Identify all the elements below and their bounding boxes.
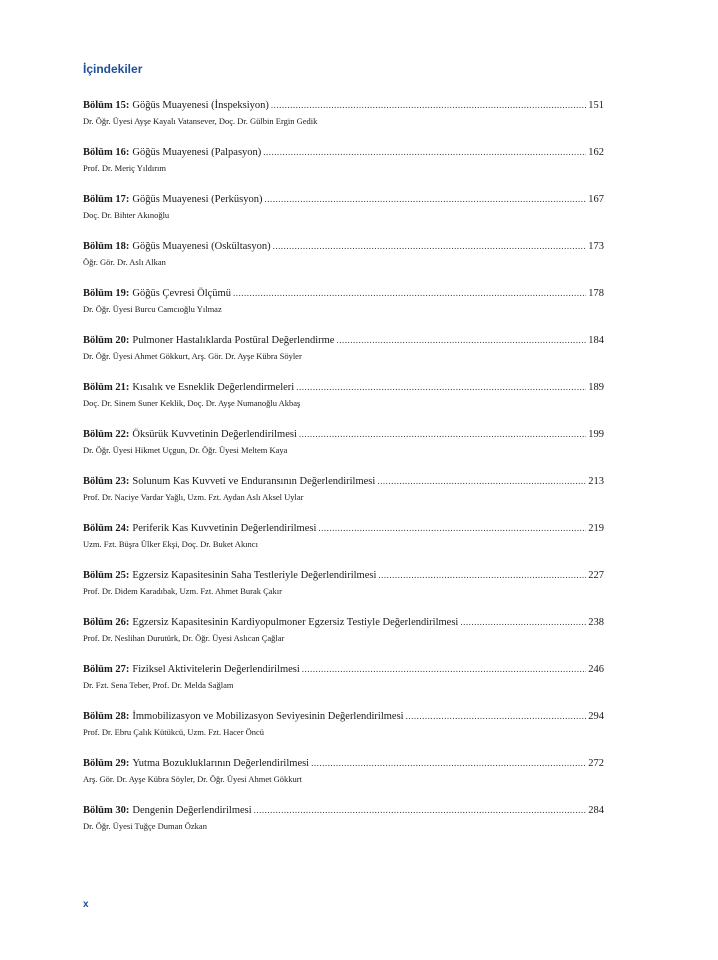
toc-title-line bbox=[83, 145, 604, 160]
chapter-label: Bölüm 18: bbox=[83, 241, 130, 252]
chapter-title: İmmobilizasyon ve Mobilizasyon Seviyesinin Değerlendirilmesi bbox=[132, 711, 404, 722]
chapter-page-number: 227 bbox=[588, 570, 604, 581]
chapter-title: Fiziksel Aktivitelerin Değerlendirilmesi bbox=[132, 664, 300, 675]
chapter-authors: Prof. Dr. Neslihan Durutürk, Dr. Öğr. Üyesi Aslıcan Çağlar bbox=[83, 633, 285, 643]
dot-leader bbox=[302, 662, 586, 676]
chapter-label: Bölüm 25: bbox=[83, 570, 130, 581]
chapter-authors: Dr. Fzt. Sena Teber, Prof. Dr. Melda Sağlam bbox=[83, 680, 234, 690]
chapter-title: Solunum Kas Kuvveti ve Enduransının Değerlendirilmesi bbox=[132, 476, 376, 487]
chapter-page-number: 199 bbox=[588, 429, 604, 440]
chapter-label: Bölüm 29: bbox=[83, 758, 130, 769]
chapter-page-number: 213 bbox=[588, 476, 604, 487]
dot-leader bbox=[264, 192, 586, 206]
chapter-label: Bölüm 26: bbox=[83, 617, 130, 628]
chapter-label: Bölüm 30: bbox=[83, 805, 130, 816]
toc-title-line bbox=[83, 98, 604, 113]
chapter-page-number: 219 bbox=[588, 523, 604, 534]
chapter-authors: Dr. Öğr. Üyesi Ahmet Gökkurt, Arş. Gör. Dr. Ayşe Kübra Söyler bbox=[83, 351, 302, 361]
chapter-title: Yutma Bozukluklarının Değerlendirilmesi bbox=[132, 758, 310, 769]
dot-leader bbox=[460, 615, 586, 629]
dot-leader bbox=[311, 756, 586, 770]
chapter-page-number: 294 bbox=[588, 711, 604, 722]
dot-leader bbox=[296, 380, 586, 394]
toc-entry-15[interactable] bbox=[83, 98, 604, 145]
chapter-authors: Prof. Dr. Didem Karadıbak, Uzm. Fzt. Ahmet Burak Çakır bbox=[83, 586, 283, 596]
toc-entry-18[interactable] bbox=[83, 239, 604, 286]
footer-page-number: x bbox=[83, 899, 89, 910]
chapter-label: Bölüm 23: bbox=[83, 476, 130, 487]
dot-leader bbox=[336, 333, 586, 347]
chapter-title: Egzersiz Kapasitesinin Kardiyopulmoner Egzersiz Testiyle Değerlendirilmesi bbox=[132, 617, 459, 628]
toc-title-line bbox=[83, 239, 604, 254]
dot-leader bbox=[263, 145, 586, 159]
dot-leader bbox=[299, 427, 586, 441]
dot-leader bbox=[378, 568, 586, 582]
chapter-authors: Doç. Dr. Sinem Suner Keklik, Doç. Dr. Ayşe Numanoğlu Akbaş bbox=[83, 398, 301, 408]
chapter-label: Bölüm 28: bbox=[83, 711, 130, 722]
dot-leader bbox=[271, 98, 586, 112]
chapter-label: Bölüm 15: bbox=[83, 100, 130, 111]
chapter-authors: Arş. Gör. Dr. Ayşe Kübra Söyler, Dr. Öğr. Üyesi Ahmet Gökkurt bbox=[83, 774, 302, 784]
chapter-title: Dengenin Değerlendirilmesi bbox=[132, 805, 252, 816]
chapter-page-number: 184 bbox=[588, 335, 604, 346]
chapter-label: Bölüm 20: bbox=[83, 335, 130, 346]
dot-leader bbox=[406, 709, 587, 723]
chapter-page-number: 284 bbox=[588, 805, 604, 816]
chapter-authors: Dr. Öğr. Üyesi Hikmet Uçgun, Dr. Öğr. Üyesi Meltem Kaya bbox=[83, 445, 288, 455]
page-title: İçindekiler bbox=[83, 62, 143, 76]
chapter-title: Egzersiz Kapasitesinin Saha Testleriyle Değerlendirilmesi bbox=[132, 570, 377, 581]
chapter-page-number: 246 bbox=[588, 664, 604, 675]
chapter-title: Göğüs Muayenesi (Oskültasyon) bbox=[132, 241, 271, 252]
toc-entry-28[interactable] bbox=[83, 709, 604, 756]
chapter-label: Bölüm 16: bbox=[83, 147, 130, 158]
chapter-label: Bölüm 24: bbox=[83, 523, 130, 534]
toc-entry-30[interactable] bbox=[83, 803, 604, 850]
chapter-page-number: 272 bbox=[588, 758, 604, 769]
toc-entry-25[interactable] bbox=[83, 568, 604, 615]
toc-entry-17[interactable] bbox=[83, 192, 604, 239]
chapter-authors: Dr. Öğr. Üyesi Ayşe Kayalı Vatansever, Doç. Dr. Gülbin Ergin Gedik bbox=[83, 116, 318, 126]
chapter-authors: Doç. Dr. Bihter Akınoğlu bbox=[83, 210, 170, 220]
chapter-label: Bölüm 27: bbox=[83, 664, 130, 675]
chapter-page-number: 173 bbox=[588, 241, 604, 252]
dot-leader bbox=[377, 474, 586, 488]
chapter-title: Göğüs Muayenesi (Palpasyon) bbox=[132, 147, 262, 158]
chapter-authors: Uzm. Fzt. Büşra Ülker Ekşi, Doç. Dr. Buket Akıncı bbox=[83, 539, 258, 549]
chapter-page-number: 178 bbox=[588, 288, 604, 299]
dot-leader bbox=[233, 286, 586, 300]
chapter-authors: Dr. Öğr. Üyesi Tuğçe Duman Özkan bbox=[83, 821, 207, 831]
toc-entry-26[interactable] bbox=[83, 615, 604, 662]
chapter-page-number: 162 bbox=[588, 147, 604, 158]
chapter-label: Bölüm 22: bbox=[83, 429, 130, 440]
chapter-page-number: 238 bbox=[588, 617, 604, 628]
chapter-page-number: 189 bbox=[588, 382, 604, 393]
toc-entry-24[interactable] bbox=[83, 521, 604, 568]
chapter-page-number: 167 bbox=[588, 194, 604, 205]
chapter-title: Göğüs Muayenesi (İnspeksiyon) bbox=[132, 100, 269, 111]
chapter-authors: Öğr. Gör. Dr. Aslı Alkan bbox=[83, 257, 166, 267]
toc-title-line bbox=[83, 662, 604, 677]
toc-entry-19[interactable] bbox=[83, 286, 604, 333]
toc-title-line bbox=[83, 474, 604, 489]
dot-leader bbox=[273, 239, 587, 253]
toc-title-line bbox=[83, 521, 604, 536]
chapter-title: Göğüs Çevresi Ölçümü bbox=[132, 288, 231, 299]
toc-title-line bbox=[83, 427, 604, 442]
toc-entry-23[interactable] bbox=[83, 474, 604, 521]
dot-leader bbox=[254, 803, 587, 817]
toc-title-line bbox=[83, 380, 604, 395]
chapter-label: Bölüm 19: bbox=[83, 288, 130, 299]
toc-title-line bbox=[83, 709, 604, 724]
toc-entry-16[interactable] bbox=[83, 145, 604, 192]
dot-leader bbox=[318, 521, 586, 535]
toc-entry-21[interactable] bbox=[83, 380, 604, 427]
toc-entry-20[interactable] bbox=[83, 333, 604, 380]
toc-entry-27[interactable] bbox=[83, 662, 604, 709]
chapter-title: Pulmoner Hastalıklarda Postüral Değerlendirme bbox=[132, 335, 335, 346]
toc-title-line bbox=[83, 286, 604, 301]
toc-entry-22[interactable] bbox=[83, 427, 604, 474]
chapter-title: Periferik Kas Kuvvetinin Değerlendirilmesi bbox=[132, 523, 317, 534]
chapter-authors: Prof. Dr. Naciye Vardar Yağlı, Uzm. Fzt. Aydan Aslı Aksel Uylar bbox=[83, 492, 304, 502]
chapter-title: Kısalık ve Esneklik Değerlendirmeleri bbox=[132, 382, 295, 393]
chapter-label: Bölüm 17: bbox=[83, 194, 130, 205]
chapter-authors: Dr. Öğr. Üyesi Burcu Camcıoğlu Yılmaz bbox=[83, 304, 222, 314]
toc-title-line bbox=[83, 756, 604, 771]
chapter-label: Bölüm 21: bbox=[83, 382, 130, 393]
toc-title-line bbox=[83, 803, 604, 818]
toc-title-line bbox=[83, 568, 604, 583]
chapter-title: Göğüs Muayenesi (Perküsyon) bbox=[132, 194, 263, 205]
toc-title-line bbox=[83, 192, 604, 207]
chapter-authors: Prof. Dr. Meriç Yıldırım bbox=[83, 163, 167, 173]
toc-title-line bbox=[83, 333, 604, 348]
chapter-title: Öksürük Kuvvetinin Değerlendirilmesi bbox=[132, 429, 297, 440]
toc-entry-29[interactable] bbox=[83, 756, 604, 803]
table-of-contents bbox=[83, 98, 604, 850]
chapter-page-number: 151 bbox=[588, 100, 604, 111]
toc-title-line bbox=[83, 615, 604, 630]
chapter-authors: Prof. Dr. Ebru Çalık Kütükcü, Uzm. Fzt. Hacer Öncü bbox=[83, 727, 265, 737]
